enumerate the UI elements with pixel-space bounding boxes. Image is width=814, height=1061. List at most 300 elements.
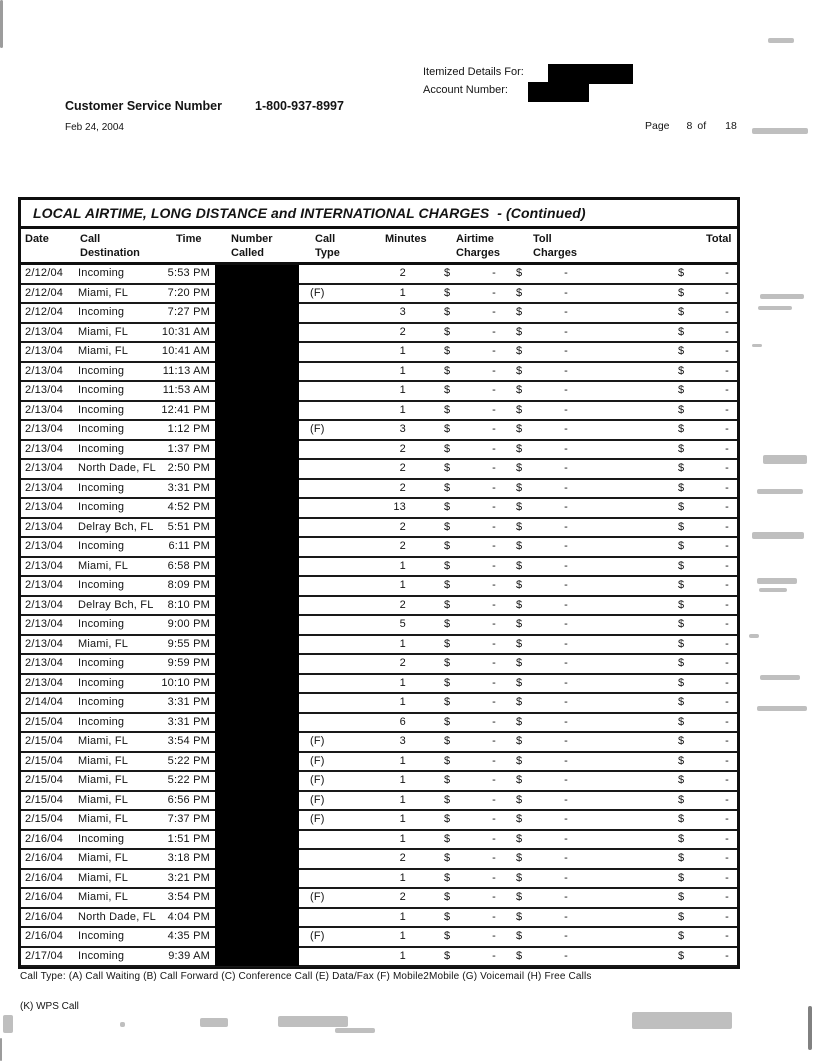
cell-toll-currency: $	[516, 735, 523, 747]
cell-date: 2/13/04	[25, 579, 64, 591]
cell-date: 2/16/04	[25, 910, 64, 923]
cell-date: 2/13/04	[25, 384, 64, 396]
cell-airtime-amount: -	[492, 793, 496, 806]
cell-airtime-currency: $	[444, 754, 451, 767]
cell-date: 2/13/04	[25, 325, 64, 338]
cell-time: 7:27 PM	[167, 306, 210, 318]
cell-minutes: 2	[399, 657, 406, 669]
cell-minutes: 1	[399, 403, 406, 416]
customer-service-label: Customer Service Number	[65, 99, 223, 113]
cell-toll-amount: -	[564, 930, 568, 942]
cell-total-amount: -	[725, 618, 729, 630]
redaction-box-itemized	[548, 64, 633, 84]
cell-minutes: 1	[399, 364, 406, 377]
scan-artifact	[757, 706, 807, 711]
cell-toll-currency: $	[516, 384, 523, 396]
cell-airtime-amount: -	[492, 501, 496, 513]
table-row	[21, 753, 737, 773]
cell-total-currency: $	[678, 364, 685, 377]
cell-total-amount: -	[725, 462, 729, 474]
column-header-total: Total	[706, 233, 732, 245]
cell-total-amount: -	[725, 520, 729, 533]
cell-minutes: 1	[399, 949, 406, 962]
table-row	[21, 441, 737, 461]
cell-toll-currency: $	[516, 871, 523, 884]
cell-time: 2:50 PM	[167, 462, 210, 474]
cell-date: 2/12/04	[25, 306, 64, 318]
cell-call-destination: Miami, FL	[78, 735, 129, 747]
table-row	[21, 675, 737, 695]
scan-artifact	[3, 1015, 13, 1033]
cell-airtime-amount: -	[492, 286, 496, 299]
cell-call-destination: Incoming	[78, 832, 125, 845]
cell-date: 2/13/04	[25, 423, 64, 435]
cell-call-destination: Incoming	[78, 540, 125, 552]
cell-date: 2/13/04	[25, 618, 64, 630]
cell-airtime-currency: $	[444, 384, 451, 396]
column-header-call-destination: Call Destination	[80, 233, 140, 259]
cell-total-amount: -	[725, 384, 729, 396]
scan-artifact	[749, 634, 759, 638]
cell-call-destination: Incoming	[78, 618, 125, 630]
cell-minutes: 2	[399, 520, 406, 533]
cell-minutes: 1	[399, 384, 406, 396]
account-number-label: Account Number:	[423, 84, 508, 96]
cell-airtime-currency: $	[444, 325, 451, 338]
cell-date: 2/15/04	[25, 715, 64, 728]
table-row	[21, 421, 737, 441]
cell-toll-currency: $	[516, 754, 523, 767]
cell-time: 3:18 PM	[167, 852, 210, 864]
page-current: 8	[686, 120, 693, 132]
cell-airtime-amount: -	[492, 364, 496, 377]
page-label: Page	[645, 120, 670, 132]
scan-artifact	[278, 1016, 348, 1027]
cell-call-destination: Incoming	[78, 501, 125, 513]
cell-total-amount: -	[725, 345, 729, 357]
cell-time: 9:39 AM	[168, 949, 210, 962]
cell-minutes: 1	[399, 774, 406, 786]
cell-toll-currency: $	[516, 598, 523, 611]
cell-airtime-currency: $	[444, 676, 451, 689]
cell-toll-currency: $	[516, 423, 523, 435]
table-row	[21, 850, 737, 870]
cell-total-currency: $	[678, 754, 685, 767]
cell-airtime-currency: $	[444, 481, 451, 494]
cell-toll-amount: -	[564, 852, 568, 864]
cell-toll-currency: $	[516, 891, 523, 903]
cell-call-destination: Incoming	[78, 384, 125, 396]
cell-minutes: 2	[399, 442, 406, 455]
cell-total-currency: $	[678, 735, 685, 747]
cell-total-amount: -	[725, 540, 729, 552]
cell-call-type: (F)	[310, 423, 325, 435]
table-body	[21, 265, 737, 967]
cell-call-destination: Incoming	[78, 949, 125, 962]
scan-artifact	[335, 1028, 375, 1033]
cell-airtime-currency: $	[444, 423, 451, 435]
table-row	[21, 870, 737, 890]
cell-toll-amount: -	[564, 364, 568, 377]
cell-total-currency: $	[678, 384, 685, 396]
cell-toll-amount: -	[564, 540, 568, 552]
cell-total-amount: -	[725, 442, 729, 455]
cell-airtime-currency: $	[444, 735, 451, 747]
cell-total-amount: -	[725, 676, 729, 689]
cell-airtime-amount: -	[492, 657, 496, 669]
cell-minutes: 1	[399, 676, 406, 689]
cell-call-destination: Incoming	[78, 423, 125, 435]
cell-minutes: 2	[399, 891, 406, 903]
cell-call-type: (F)	[310, 735, 325, 747]
scan-artifact	[752, 532, 804, 539]
cell-airtime-currency: $	[444, 306, 451, 318]
cell-toll-currency: $	[516, 852, 523, 864]
cell-airtime-currency: $	[444, 286, 451, 299]
cell-toll-amount: -	[564, 715, 568, 728]
cell-date: 2/13/04	[25, 559, 64, 572]
cell-toll-amount: -	[564, 774, 568, 786]
cell-date: 2/13/04	[25, 442, 64, 455]
cell-time: 7:37 PM	[167, 813, 210, 825]
cell-toll-amount: -	[564, 598, 568, 611]
cell-toll-amount: -	[564, 696, 568, 708]
cell-time: 11:13 AM	[162, 364, 210, 377]
cell-date: 2/15/04	[25, 774, 64, 786]
table-row	[21, 538, 737, 558]
cell-total-amount: -	[725, 423, 729, 435]
cell-toll-currency: $	[516, 832, 523, 845]
cell-time: 3:54 PM	[167, 891, 210, 903]
cell-toll-amount: -	[564, 520, 568, 533]
cell-airtime-currency: $	[444, 598, 451, 611]
cell-toll-currency: $	[516, 774, 523, 786]
cell-call-destination: Incoming	[78, 930, 125, 942]
cell-date: 2/13/04	[25, 540, 64, 552]
scan-artifact	[757, 578, 797, 584]
cell-minutes: 2	[399, 462, 406, 474]
cell-total-amount: -	[725, 364, 729, 377]
cell-call-type: (F)	[310, 754, 325, 767]
scan-artifact	[760, 675, 800, 680]
cell-time: 5:53 PM	[167, 267, 210, 279]
table-row	[21, 519, 737, 539]
cell-airtime-currency: $	[444, 832, 451, 845]
cell-date: 2/16/04	[25, 832, 64, 845]
cell-airtime-currency: $	[444, 618, 451, 630]
cell-time: 9:59 PM	[167, 657, 210, 669]
cell-airtime-amount: -	[492, 930, 496, 942]
cell-date: 2/15/04	[25, 735, 64, 747]
cell-toll-currency: $	[516, 676, 523, 689]
cell-total-currency: $	[678, 930, 685, 942]
cell-minutes: 6	[399, 715, 406, 728]
scan-artifact	[200, 1018, 228, 1027]
cell-airtime-amount: -	[492, 462, 496, 474]
cell-call-destination: Miami, FL	[78, 754, 129, 767]
scan-artifact	[0, 1038, 2, 1061]
cell-total-currency: $	[678, 696, 685, 708]
cell-total-amount: -	[725, 637, 729, 650]
cell-time: 3:54 PM	[167, 735, 210, 747]
cell-time: 12:41 PM	[161, 403, 210, 416]
cell-toll-amount: -	[564, 754, 568, 767]
cell-airtime-currency: $	[444, 793, 451, 806]
cell-toll-amount: -	[564, 325, 568, 338]
cell-total-amount: -	[725, 267, 729, 279]
cell-minutes: 1	[399, 832, 406, 845]
table-row	[21, 480, 737, 500]
cell-total-amount: -	[725, 774, 729, 786]
cell-toll-amount: -	[564, 501, 568, 513]
cell-toll-amount: -	[564, 910, 568, 923]
cell-call-destination: Incoming	[78, 442, 125, 455]
cell-airtime-amount: -	[492, 696, 496, 708]
cell-toll-currency: $	[516, 930, 523, 942]
cell-date: 2/12/04	[25, 286, 64, 299]
cell-call-destination: Incoming	[78, 403, 125, 416]
cell-airtime-amount: -	[492, 598, 496, 611]
cell-total-amount: -	[725, 715, 729, 728]
cell-minutes: 1	[399, 286, 406, 299]
table-row	[21, 636, 737, 656]
cell-total-amount: -	[725, 891, 729, 903]
cell-airtime-currency: $	[444, 462, 451, 474]
cell-toll-amount: -	[564, 657, 568, 669]
cell-total-currency: $	[678, 949, 685, 962]
cell-airtime-currency: $	[444, 715, 451, 728]
cell-time: 4:35 PM	[167, 930, 210, 942]
scan-artifact	[760, 294, 804, 299]
cell-airtime-currency: $	[444, 364, 451, 377]
cell-total-currency: $	[678, 559, 685, 572]
cell-airtime-amount: -	[492, 735, 496, 747]
cell-date: 2/13/04	[25, 637, 64, 650]
cell-toll-currency: $	[516, 949, 523, 962]
scan-artifact	[808, 1006, 812, 1050]
cell-toll-amount: -	[564, 423, 568, 435]
table-header-row	[21, 229, 737, 265]
cell-time: 8:09 PM	[167, 579, 210, 591]
cell-airtime-amount: -	[492, 618, 496, 630]
cell-total-amount: -	[725, 910, 729, 923]
cell-airtime-currency: $	[444, 813, 451, 825]
cell-call-destination: North Dade, FL	[78, 910, 157, 923]
cell-toll-amount: -	[564, 403, 568, 416]
cell-toll-currency: $	[516, 501, 523, 513]
cell-airtime-currency: $	[444, 910, 451, 923]
cell-total-currency: $	[678, 442, 685, 455]
cell-total-currency: $	[678, 793, 685, 806]
cell-time: 10:10 PM	[161, 676, 210, 689]
cell-call-destination: Miami, FL	[78, 325, 129, 338]
cell-airtime-currency: $	[444, 540, 451, 552]
cell-total-amount: -	[725, 306, 729, 318]
cell-toll-amount: -	[564, 949, 568, 962]
table-row	[21, 304, 737, 324]
charges-table	[18, 197, 740, 969]
cell-total-currency: $	[678, 618, 685, 630]
table-row	[21, 811, 737, 831]
cell-toll-amount: -	[564, 286, 568, 299]
cell-toll-currency: $	[516, 540, 523, 552]
cell-time: 9:55 PM	[167, 637, 210, 650]
cell-time: 4:52 PM	[167, 501, 210, 513]
cell-toll-currency: $	[516, 559, 523, 572]
cell-date: 2/13/04	[25, 657, 64, 669]
cell-airtime-currency: $	[444, 579, 451, 591]
cell-airtime-amount: -	[492, 871, 496, 884]
cell-total-currency: $	[678, 501, 685, 513]
cell-airtime-currency: $	[444, 403, 451, 416]
cell-total-amount: -	[725, 754, 729, 767]
cell-airtime-amount: -	[492, 442, 496, 455]
cell-airtime-amount: -	[492, 949, 496, 962]
cell-time: 6:56 PM	[167, 793, 210, 806]
cell-total-amount: -	[725, 832, 729, 845]
cell-toll-amount: -	[564, 637, 568, 650]
cell-airtime-amount: -	[492, 832, 496, 845]
table-row	[21, 324, 737, 344]
cell-call-destination: Incoming	[78, 267, 125, 279]
cell-airtime-amount: -	[492, 540, 496, 552]
cell-toll-currency: $	[516, 442, 523, 455]
table-row	[21, 714, 737, 734]
cell-airtime-amount: -	[492, 852, 496, 864]
cell-total-currency: $	[678, 481, 685, 494]
cell-total-amount: -	[725, 325, 729, 338]
scan-artifact	[768, 38, 794, 43]
cell-toll-currency: $	[516, 520, 523, 533]
cell-call-destination: Incoming	[78, 696, 125, 708]
cell-minutes: 1	[399, 793, 406, 806]
cell-time: 10:31 AM	[161, 325, 210, 338]
cell-total-currency: $	[678, 579, 685, 591]
cell-airtime-currency: $	[444, 520, 451, 533]
cell-toll-amount: -	[564, 462, 568, 474]
cell-airtime-amount: -	[492, 403, 496, 416]
cell-call-destination: Incoming	[78, 579, 125, 591]
cell-call-destination: Miami, FL	[78, 345, 129, 357]
cell-time: 1:37 PM	[167, 442, 210, 455]
wps-call-legend: (K) WPS Call	[20, 1001, 79, 1012]
cell-total-amount: -	[725, 793, 729, 806]
cell-total-currency: $	[678, 676, 685, 689]
cell-airtime-currency: $	[444, 949, 451, 962]
table-row	[21, 577, 737, 597]
cell-call-destination: Delray Bch, FL	[78, 598, 154, 611]
cell-total-currency: $	[678, 540, 685, 552]
cell-date: 2/13/04	[25, 481, 64, 494]
cell-airtime-currency: $	[444, 501, 451, 513]
cell-time: 1:12 PM	[167, 423, 210, 435]
table-row	[21, 382, 737, 402]
cell-toll-amount: -	[564, 813, 568, 825]
cell-date: 2/16/04	[25, 930, 64, 942]
table-row	[21, 948, 737, 968]
scan-artifact	[758, 306, 792, 310]
cell-total-amount: -	[725, 598, 729, 611]
cell-call-destination: Miami, FL	[78, 871, 129, 884]
cell-toll-amount: -	[564, 735, 568, 747]
scan-artifact	[120, 1022, 125, 1027]
cell-airtime-amount: -	[492, 345, 496, 357]
cell-airtime-amount: -	[492, 891, 496, 903]
cell-date: 2/13/04	[25, 676, 64, 689]
cell-airtime-currency: $	[444, 871, 451, 884]
cell-toll-currency: $	[516, 715, 523, 728]
cell-total-currency: $	[678, 345, 685, 357]
table-row	[21, 402, 737, 422]
cell-minutes: 1	[399, 871, 406, 884]
cell-toll-currency: $	[516, 696, 523, 708]
cell-date: 2/16/04	[25, 871, 64, 884]
cell-total-currency: $	[678, 657, 685, 669]
cell-airtime-currency: $	[444, 774, 451, 786]
cell-call-type: (F)	[310, 774, 325, 786]
cell-airtime-currency: $	[444, 930, 451, 942]
cell-total-amount: -	[725, 871, 729, 884]
cell-call-type: (F)	[310, 930, 325, 942]
cell-total-amount: -	[725, 735, 729, 747]
cell-airtime-amount: -	[492, 774, 496, 786]
cell-minutes: 1	[399, 579, 406, 591]
cell-time: 11:53 AM	[162, 384, 210, 396]
table-row	[21, 363, 737, 383]
cell-toll-amount: -	[564, 267, 568, 279]
cell-total-amount: -	[725, 930, 729, 942]
cell-time: 1:51 PM	[167, 832, 210, 845]
cell-date: 2/13/04	[25, 462, 64, 474]
cell-time: 5:22 PM	[167, 774, 210, 786]
cell-toll-currency: $	[516, 286, 523, 299]
cell-toll-currency: $	[516, 306, 523, 318]
cell-call-type: (F)	[310, 793, 325, 806]
table-row	[21, 831, 737, 851]
cell-airtime-currency: $	[444, 891, 451, 903]
scan-artifact	[632, 1012, 732, 1029]
page-of-label: of	[697, 120, 707, 132]
cell-airtime-amount: -	[492, 910, 496, 923]
cell-toll-currency: $	[516, 462, 523, 474]
cell-date: 2/13/04	[25, 501, 64, 513]
cell-total-currency: $	[678, 598, 685, 611]
cell-total-currency: $	[678, 715, 685, 728]
cell-date: 2/13/04	[25, 520, 64, 533]
cell-toll-amount: -	[564, 306, 568, 318]
cell-time: 6:11 PM	[168, 540, 210, 552]
cell-toll-currency: $	[516, 403, 523, 416]
cell-minutes: 1	[399, 559, 406, 572]
table-row	[21, 909, 737, 929]
cell-call-destination: Miami, FL	[78, 286, 129, 299]
cell-call-destination: Incoming	[78, 715, 125, 728]
cell-minutes: 2	[399, 267, 406, 279]
cell-toll-amount: -	[564, 481, 568, 494]
cell-call-destination: Incoming	[78, 306, 125, 318]
cell-date: 2/13/04	[25, 598, 64, 611]
cell-time: 5:51 PM	[167, 520, 210, 533]
cell-toll-currency: $	[516, 793, 523, 806]
cell-toll-currency: $	[516, 481, 523, 494]
cell-call-destination: Delray Bch, FL	[78, 520, 154, 533]
cell-total-currency: $	[678, 910, 685, 923]
cell-toll-currency: $	[516, 618, 523, 630]
cell-airtime-currency: $	[444, 267, 451, 279]
cell-minutes: 3	[399, 423, 406, 435]
call-type-legend: Call Type: (A) Call Waiting (B) Call Forward (C) Conference Call (E) Data/Fax (F) Mobile2Mobile (G) Voicemail (H) Free Calls	[20, 971, 592, 982]
redaction-box-number-called-column	[215, 265, 299, 966]
